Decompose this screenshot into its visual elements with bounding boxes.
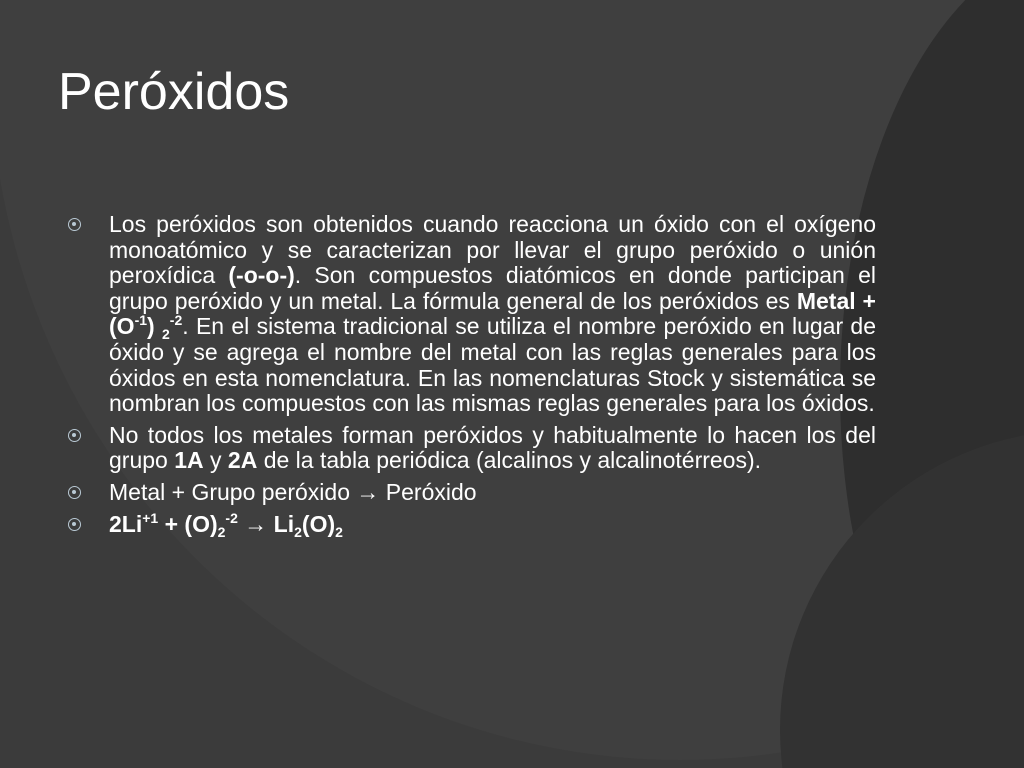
bullet-text: Los peróxidos son obtenidos cuando reacciona un óxido con el oxígeno monoatómico y se caracterizan por llevar el grupo peróxido o unión peroxídica: [109, 211, 876, 289]
bullet-item-3: [68, 480, 876, 506]
formula-superscript: -2: [169, 312, 183, 329]
circle-bullet-icon: [68, 429, 81, 442]
bullet-text: de la tabla periódica (alcalinos y alcalinotérreos).: [257, 447, 762, 474]
bullet-text: Metal + Grupo peróxido → Peróxido: [109, 478, 477, 505]
peroxide-group: (-o-o-): [228, 262, 295, 289]
bullet-item-4: [68, 509, 876, 540]
bullet-item-2: [68, 423, 876, 474]
slide-content: [68, 212, 876, 543]
circle-bullet-icon: [68, 218, 81, 231]
reaction-equation: $2Li^{+1} + (O)_2^{-2} \to Li_2(O)_2$: [109, 509, 343, 540]
group-label: 1A: [174, 447, 204, 474]
circle-bullet-icon: [68, 518, 81, 531]
circle-bullet-icon: [68, 486, 81, 499]
bullet-text: . En el sistema tradicional se utiliza el nombre peróxido en lugar de óxido y se agrega el nombre del metal con las reglas generales para los óxidos en esta nomenclatura. En las nomenclaturas Stock y sistemática se nombran los compuestos con las mismas reglas generales para los óxidos.: [109, 313, 876, 417]
bullet-item-1: [68, 212, 876, 417]
general-formula: Metal + $(O^{-1})$ $_2^{-2}$: [109, 287, 876, 343]
bullet-text: No todos los metales forman peróxidos y habitualmente lo hacen los del grupo: [109, 421, 876, 474]
formula-superscript: -1: [134, 312, 148, 329]
group-label: 2A: [227, 447, 258, 474]
bullet-text: . Son compuestos diatómicos en donde participan el grupo peróxido y un metal. La fórmula general de los peróxidos es: [109, 262, 876, 314]
bullet-text: y: [203, 447, 228, 474]
slide-title: Peróxidos: [58, 63, 290, 121]
formula-subscript: 2: [162, 326, 170, 343]
